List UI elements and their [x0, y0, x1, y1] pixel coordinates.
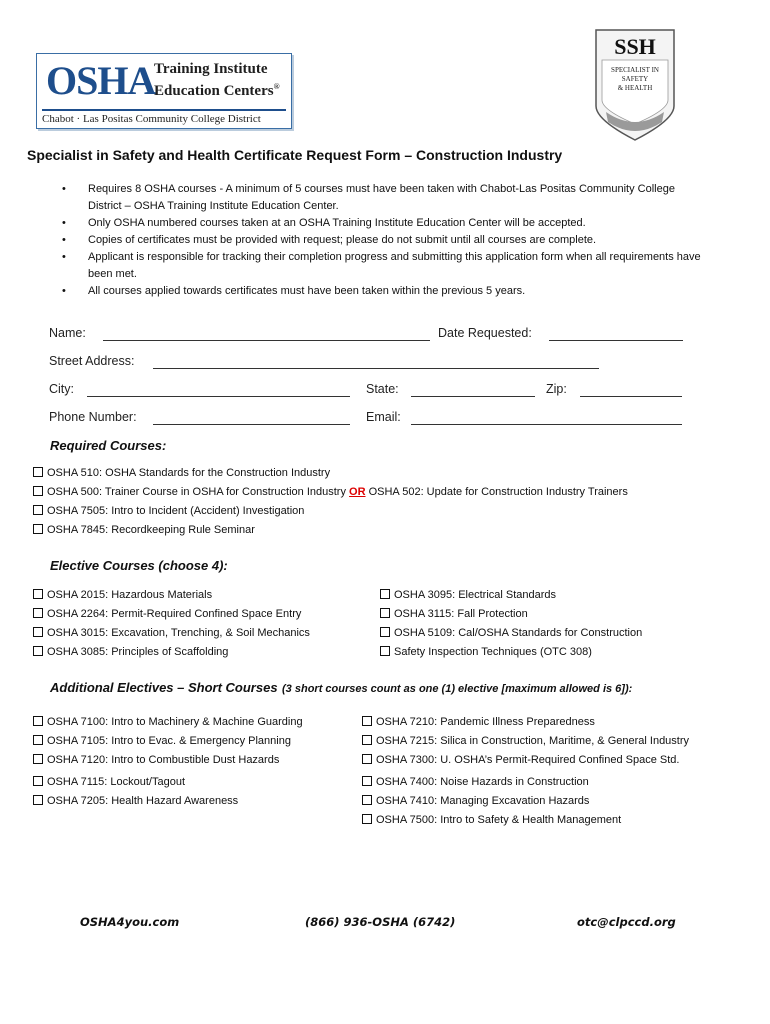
footer-phone: (866) 936-OSHA (6742) — [305, 915, 456, 929]
footer-email[interactable]: otc@clpccd.org — [577, 915, 676, 929]
checkbox-icon[interactable] — [362, 776, 372, 786]
requirement-item: • Only OSHA numbered courses taken at an OSHA Training Institute Education Center will be accepted. — [62, 215, 702, 232]
checkbox-icon[interactable] — [33, 486, 43, 496]
street-field[interactable] — [153, 367, 599, 369]
email-label: Email: — [366, 410, 401, 424]
checkbox-icon[interactable] — [33, 776, 43, 786]
checkbox-icon[interactable] — [380, 608, 390, 618]
checkbox-icon[interactable] — [33, 608, 43, 618]
required-heading: Required Courses: — [50, 438, 167, 453]
course-label: OSHA 500: Trainer Course in OSHA for Construction Industry — [47, 486, 346, 498]
course-label: OSHA 7215: Silica in Construction, Maritime, & General Industry — [376, 735, 690, 747]
short-course[interactable] — [33, 735, 291, 747]
course-label: OSHA 7410: Managing Excavation Hazards — [376, 795, 590, 807]
checkbox-icon[interactable] — [33, 627, 43, 637]
course-label: OSHA 7105: Intro to Evac. & Emergency Planning — [47, 735, 291, 747]
course-label: OSHA 3115: Fall Protection — [394, 608, 528, 620]
name-field[interactable] — [103, 339, 430, 341]
elective-course[interactable] — [33, 608, 301, 620]
required-course[interactable] — [33, 486, 628, 498]
course-label: OSHA 510: OSHA Standards for the Construction Industry — [47, 467, 331, 479]
elective-course[interactable] — [380, 589, 556, 601]
checkbox-icon[interactable] — [362, 735, 372, 745]
course-label: OSHA 7300: U. OSHA’s Permit-Required Confined Space Std. — [376, 754, 680, 766]
requirement-item: • Requires 8 OSHA courses - A minimum of 5 courses must have been taken with Chabot-Las Positas Community College District – OSHA Training Institute Education Center. — [62, 181, 702, 215]
state-field[interactable] — [411, 395, 535, 397]
badge-sub3: & HEALTH — [617, 84, 653, 92]
additional-heading-row — [50, 679, 632, 697]
checkbox-icon[interactable] — [33, 646, 43, 656]
short-course[interactable] — [362, 754, 679, 766]
short-course[interactable] — [362, 814, 621, 826]
course-label: OSHA 2015: Hazardous Materials — [47, 589, 213, 601]
course-label: OSHA 7205: Health Hazard Awareness — [47, 795, 239, 807]
logo-training-institute — [154, 61, 280, 100]
date-label: Date Requested: — [438, 326, 532, 340]
date-field[interactable] — [549, 339, 683, 341]
footer-website[interactable]: OSHA4you.com — [80, 915, 180, 929]
city-label: City: — [49, 382, 74, 396]
checkbox-icon[interactable] — [33, 467, 43, 477]
street-label: Street Address: — [49, 354, 135, 368]
checkbox-icon[interactable] — [33, 505, 43, 515]
checkbox-icon[interactable] — [380, 646, 390, 656]
elective-course[interactable] — [33, 646, 228, 658]
course-label: OSHA 7500: Intro to Safety & Health Management — [376, 814, 622, 826]
course-label: OSHA 7210: Pandemic Illness Preparedness — [376, 716, 595, 728]
short-course[interactable] — [362, 735, 689, 747]
short-course[interactable] — [33, 776, 185, 788]
zip-label: Zip: — [546, 382, 567, 396]
osha-logo — [36, 53, 294, 131]
required-course[interactable] — [33, 524, 255, 536]
course-label: OSHA 2264: Permit-Required Confined Space Entry — [47, 608, 302, 620]
logo-osha-text: OSHA — [46, 58, 156, 103]
short-course[interactable] — [362, 795, 589, 807]
checkbox-icon[interactable] — [33, 754, 43, 764]
requirement-item: • Copies of certificates must be provided with request; please do not submit until all courses are complete. — [62, 232, 702, 249]
logo-district: Chabot · Las Positas Community College District — [42, 113, 261, 125]
zip-field[interactable] — [580, 395, 682, 397]
elective-course[interactable] — [380, 627, 642, 639]
course-label: OSHA 7120: Intro to Combustible Dust Hazards — [47, 754, 280, 766]
checkbox-icon[interactable] — [362, 814, 372, 824]
required-course[interactable] — [33, 505, 304, 517]
checkbox-icon[interactable] — [362, 754, 372, 764]
checkbox-icon[interactable] — [33, 795, 43, 805]
badge-ssh: SSH — [614, 34, 656, 59]
logo-line1: Training Institute — [154, 61, 268, 77]
course-label: OSHA 5109: Cal/OSHA Standards for Construction — [394, 627, 643, 639]
additional-heading: Additional Electives – Short Courses — [50, 680, 278, 695]
ssh-badge — [592, 28, 678, 142]
course-label: OSHA 7100: Intro to Machinery & Machine Guarding — [47, 716, 303, 728]
course-label: OSHA 7400: Noise Hazards in Construction — [376, 776, 589, 788]
or-text: OR — [349, 486, 366, 498]
course-label: Safety Inspection Techniques (OTC 308) — [394, 646, 592, 658]
checkbox-icon[interactable] — [362, 716, 372, 726]
short-course[interactable] — [362, 776, 589, 788]
logo-divider — [42, 109, 286, 111]
name-label: Name: — [49, 326, 86, 340]
course-label: OSHA 3095: Electrical Standards — [394, 589, 557, 601]
short-course[interactable] — [33, 716, 303, 728]
course-label: OSHA 3085: Principles of Scaffolding — [47, 646, 229, 658]
checkbox-icon[interactable] — [380, 627, 390, 637]
course-label: OSHA 3015: Excavation, Trenching, & Soil Mechanics — [47, 627, 310, 639]
elective-course[interactable] — [380, 608, 528, 620]
checkbox-icon[interactable] — [33, 735, 43, 745]
elective-course[interactable] — [33, 589, 212, 601]
phone-field[interactable] — [153, 423, 350, 425]
phone-label: Phone Number: — [49, 410, 137, 424]
badge-sub2: SAFETY — [621, 75, 649, 83]
course-label: OSHA 7505: Intro to Incident (Accident) Investigation — [47, 505, 305, 517]
email-field[interactable] — [411, 423, 682, 425]
course-label: OSHA 7845: Recordkeeping Rule Seminar — [47, 524, 255, 536]
page-title: Specialist in Safety and Health Certificate Request Form – Construction Industry — [27, 147, 563, 163]
checkbox-icon[interactable] — [380, 589, 390, 599]
requirement-item: • All courses applied towards certificates must have been taken within the previous 5 years. — [62, 283, 702, 300]
required-course[interactable] — [33, 467, 330, 479]
state-label: State: — [366, 382, 399, 396]
city-field[interactable] — [87, 395, 350, 397]
requirement-item: • Applicant is responsible for tracking their completion progress and submitting this application form when all requirements have been met. — [62, 249, 702, 283]
elective-course[interactable] — [33, 627, 310, 639]
additional-note: (3 short courses count as one (1) elective [maximum allowed is 6]): — [282, 683, 633, 695]
badge-subtitle — [592, 66, 678, 93]
course-label: OSHA 7115: Lockout/Tagout — [47, 776, 185, 788]
elective-heading: Elective Courses (choose 4): — [50, 558, 228, 573]
checkbox-icon[interactable] — [33, 589, 43, 599]
short-course[interactable] — [33, 795, 238, 807]
short-course[interactable] — [33, 754, 279, 766]
logo-reg: ® — [273, 82, 280, 91]
checkbox-icon[interactable] — [33, 716, 43, 726]
checkbox-icon[interactable] — [33, 524, 43, 534]
requirements-list — [62, 181, 702, 300]
badge-sub1: SPECIALIST IN — [611, 66, 659, 74]
checkbox-icon[interactable] — [362, 795, 372, 805]
elective-course[interactable] — [380, 646, 592, 658]
course-alt-label: OSHA 502: Update for Construction Industry Trainers — [368, 486, 628, 498]
logo-line2: Education Centers — [154, 83, 274, 99]
short-course[interactable] — [362, 716, 595, 728]
